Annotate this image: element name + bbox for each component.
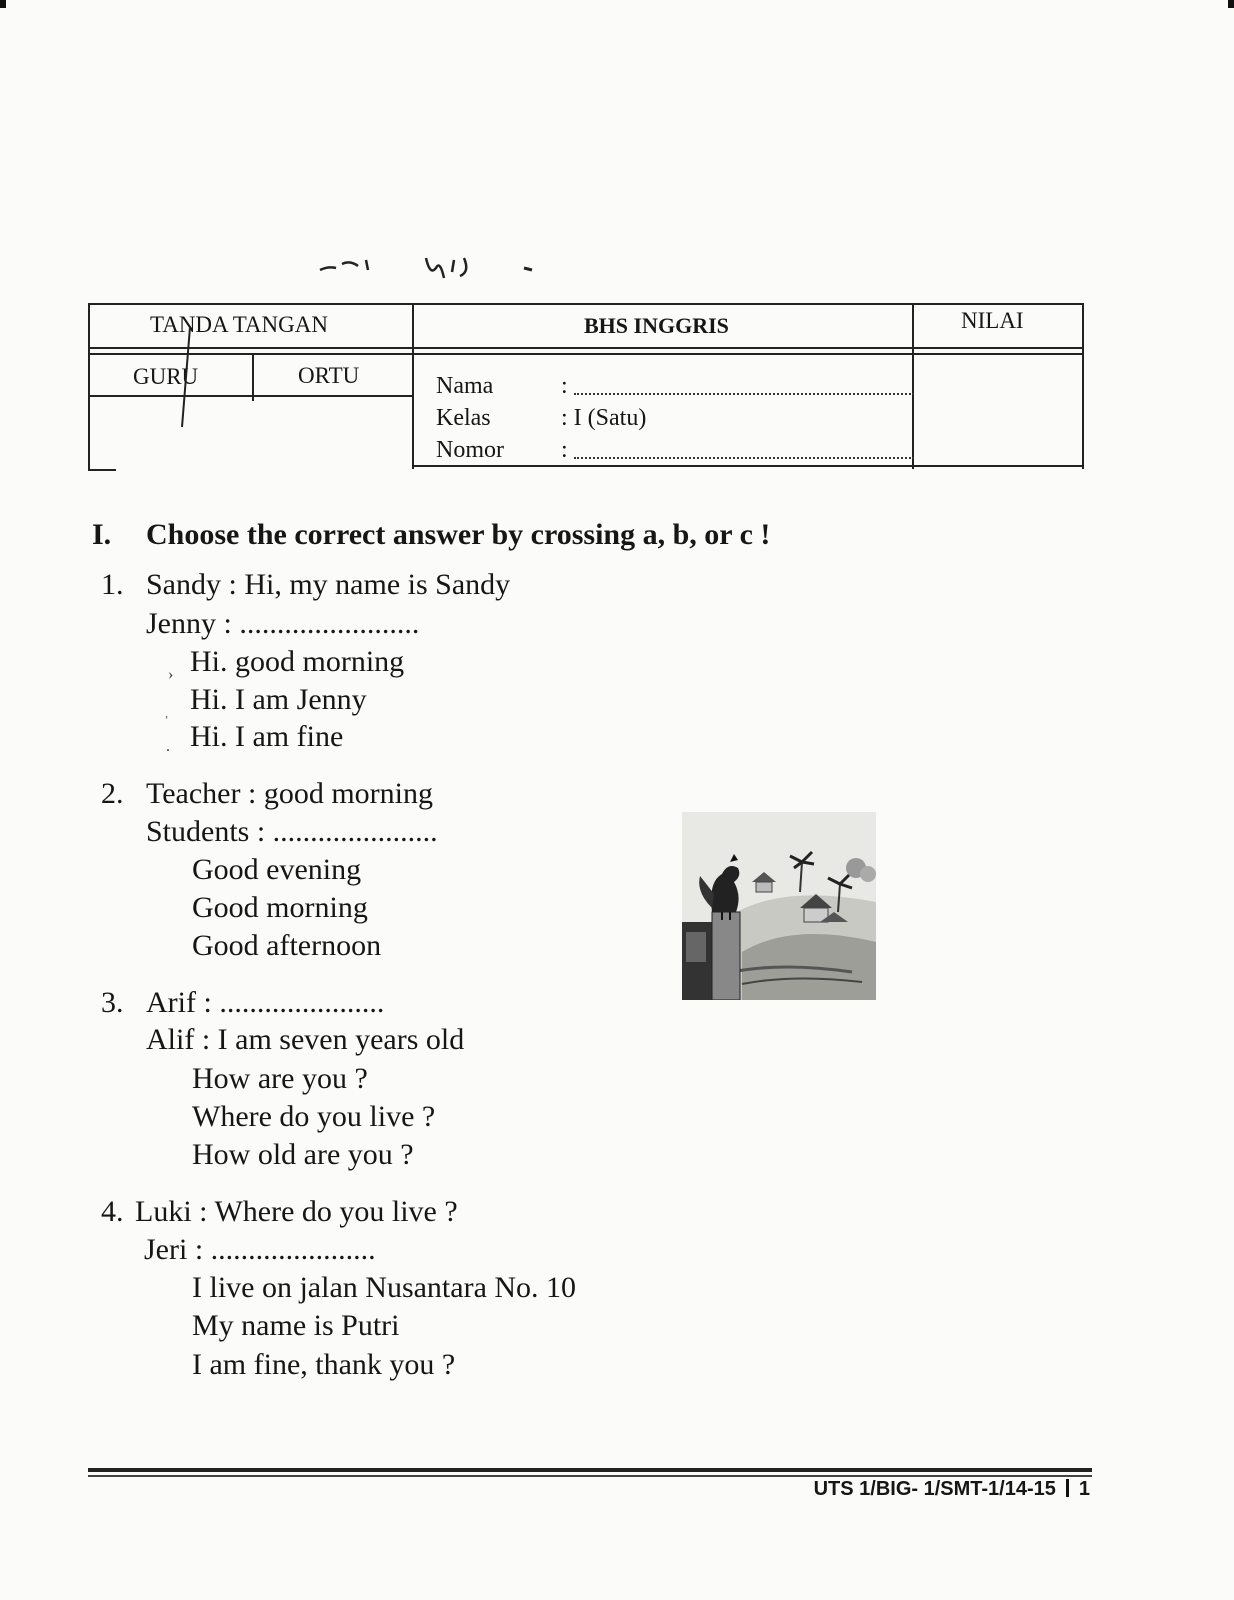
name-blank <box>574 391 914 395</box>
answer-option: Hi. I am fine <box>190 720 344 753</box>
instruction-text: Choose the correct answer by crossing a, b, or c ! <box>146 518 771 551</box>
question-line: Jeri : ...................... <box>144 1233 376 1266</box>
scan-corner-mark <box>1228 0 1234 8</box>
rooster-village-illustration <box>682 812 876 1000</box>
class-value: : I (Satu) <box>561 405 647 431</box>
footer-rule <box>88 1475 1092 1477</box>
teacher-signature-label: GURU <box>133 364 199 389</box>
question-line: Teacher : good morning <box>146 777 433 810</box>
class-label: Kelas <box>436 405 491 431</box>
question-line: Students : ...................... <box>146 815 438 848</box>
page-number: 1 <box>1078 1478 1090 1500</box>
parent-signature-label: ORTU <box>298 363 360 388</box>
identity-table <box>88 303 1088 481</box>
answer-option: Good morning <box>192 891 368 924</box>
question-number: 2. <box>101 777 124 810</box>
pen-stroke <box>168 323 208 433</box>
pencil-mark: . <box>166 738 170 755</box>
section-number: I. <box>92 518 112 551</box>
footer <box>814 1478 1090 1501</box>
document-code: UTS 1/BIG- 1/SMT-1/14-15 <box>813 1478 1056 1500</box>
answer-option: I live on jalan Nusantara No. 10 <box>192 1271 577 1304</box>
answer-option: Hi. good morning <box>190 645 405 678</box>
question-number: 4. <box>101 1195 124 1228</box>
answer-option: I am fine, thank you ? <box>192 1348 456 1381</box>
pencil-mark: ˌ <box>164 702 170 719</box>
name-colon: : <box>561 373 568 399</box>
answer-option: Good afternoon <box>192 929 382 962</box>
answer-option: Where do you live ? <box>192 1100 436 1133</box>
pencil-mark: › <box>168 666 174 683</box>
question-line: Sandy : Hi, my name is Sandy <box>146 568 511 601</box>
section-instruction <box>92 518 770 552</box>
footer-rule <box>88 1468 1092 1472</box>
number-field <box>436 437 914 464</box>
question-line: Alif : I am seven years old <box>146 1023 465 1056</box>
footer-separator <box>1066 1479 1069 1497</box>
scan-corner-mark <box>0 0 6 8</box>
question-line: Jenny : ........................ <box>146 607 420 640</box>
question-line: Arif : ...................... <box>146 986 385 1019</box>
answer-option: How are you ? <box>192 1062 368 1095</box>
answer-option: My name is Putri <box>192 1309 400 1342</box>
question-number: 3. <box>101 986 124 1019</box>
handwritten-scribble <box>318 248 558 288</box>
question-number: 1. <box>101 568 124 601</box>
answer-option: Hi. I am Jenny <box>190 683 367 716</box>
question-line: Luki : Where do you live ? <box>135 1195 458 1228</box>
name-label: Nama <box>436 373 494 399</box>
name-field <box>436 373 914 400</box>
number-colon: : <box>561 437 568 463</box>
score-column-title: NILAI <box>961 308 1024 333</box>
subject-title: BHS INGGRIS <box>584 313 729 338</box>
number-label: Nomor <box>436 437 504 463</box>
signature-column-title: TANDA TANGAN <box>150 312 328 337</box>
answer-option: How old are you ? <box>192 1138 414 1171</box>
class-field <box>436 405 646 432</box>
number-blank <box>574 455 914 459</box>
answer-option: Good evening <box>192 853 362 886</box>
